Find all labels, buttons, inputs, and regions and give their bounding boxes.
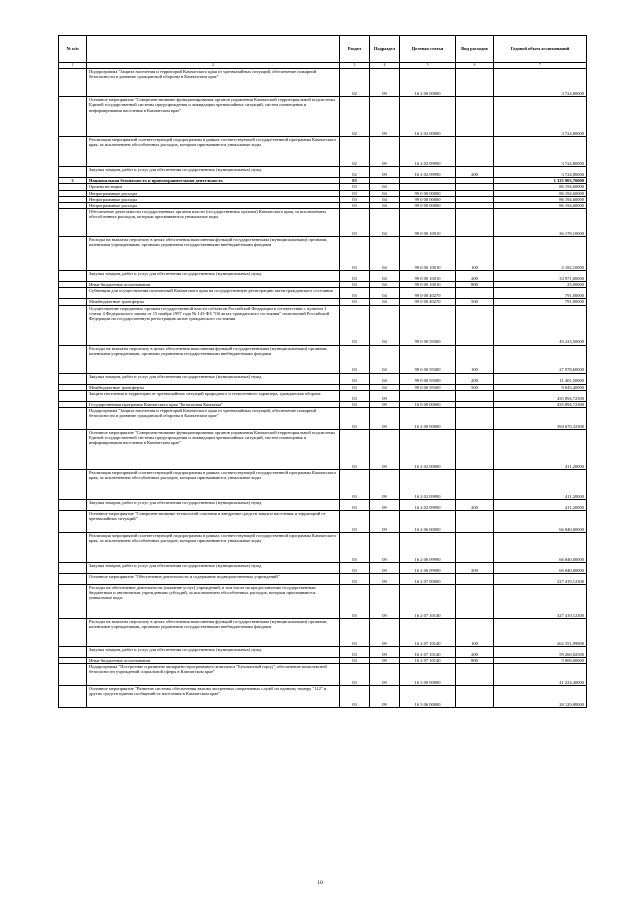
- table-row: [59, 288, 587, 299]
- cell-num: [59, 574, 87, 585]
- cell-razdel: 02: [340, 137, 370, 167]
- cell-razdel: 03: [340, 305, 370, 345]
- cell-csr: 99 0 00 00000: [400, 190, 456, 196]
- cell-csr: 99 0 00 10010: [400, 237, 456, 271]
- cell-csr: 16 2 07 10140: [400, 619, 456, 647]
- cell-podrazdel: 04: [370, 299, 400, 305]
- cell-podrazdel: 09: [370, 658, 400, 664]
- cell-podrazdel: 09: [370, 574, 400, 585]
- cell-csr: 16 2 02 09990: [400, 167, 456, 178]
- cell-amount: 435 894,72300: [494, 401, 587, 407]
- cell-vr: [456, 305, 494, 345]
- cell-num: [59, 647, 87, 658]
- header-name: [87, 36, 340, 63]
- cell-num: [59, 408, 87, 430]
- cell-amount: 25,00000: [494, 282, 587, 288]
- cell-csr: 99 0 00 10010: [400, 271, 456, 282]
- cell-amount: 3 724,80000: [494, 167, 587, 178]
- cell-num: [59, 686, 87, 708]
- cell-num: [59, 585, 87, 619]
- cell-csr: 16 3 06 00000: [400, 686, 456, 708]
- cell-vr: [456, 97, 494, 137]
- cell-podrazdel: 09: [370, 563, 400, 574]
- cell-razdel: 03: [340, 658, 370, 664]
- cell-num: [59, 237, 87, 271]
- cell-amount: 49 223,50000: [494, 305, 587, 345]
- cell-amount: 394 670,32300: [494, 408, 587, 430]
- index-cell: 6: [456, 63, 494, 69]
- index-cell: 7: [494, 63, 587, 69]
- table-row: [59, 574, 587, 585]
- header-csr: Целевая статья: [400, 36, 456, 63]
- cell-name: Подпрограмма "Защита населения и территорий Камчатского края от чрезвычайных ситуаций, обеспечение пожарной безопасности и развитие гражданской обороны в Камчатском крае": [87, 408, 340, 430]
- table-row: [59, 430, 587, 470]
- header-num: № п/п: [59, 36, 87, 63]
- cell-amount: 33 971,00000: [494, 271, 587, 282]
- cell-amount: 3 724,80000: [494, 137, 587, 167]
- cell-num: [59, 271, 87, 282]
- table-row: [59, 470, 587, 500]
- cell-razdel: 03: [340, 430, 370, 470]
- cell-vr: [456, 533, 494, 563]
- cell-name: Государственная программа Камчатского края "Безопасная Камчатка": [87, 401, 340, 407]
- header-vr: Вид расходов: [456, 36, 494, 63]
- header-amount: Годовой объем ассигнований: [494, 36, 587, 63]
- cell-razdel: 03: [340, 299, 370, 305]
- table-row: [59, 563, 587, 574]
- cell-name: Непрограммные расходы: [87, 190, 340, 196]
- cell-name: Расходы на выплаты персоналу в целях обеспечения выполнения функций государственными (муниципальными) органами, казенными учреждениями, органами управления государственными внебюджетными фондами: [87, 619, 340, 647]
- cell-vr: 200: [456, 167, 494, 178]
- cell-name: Закупка товаров, работ и услуг для обеспечения государственных (муниципальных) нужд: [87, 563, 340, 574]
- header-podrazdel: Подраздел: [370, 36, 400, 63]
- cell-name: Межбюджетные трансферты: [87, 299, 340, 305]
- cell-name: Основное мероприятие "Совершенствование технологий спасения и внедрение средств защиты населения и территорий от чрезвычайных ситуаций": [87, 511, 340, 533]
- cell-amount: 411,20000: [494, 500, 587, 511]
- cell-csr: 16 2 07 00000: [400, 574, 456, 585]
- cell-razdel: 03: [340, 686, 370, 708]
- cell-amount: 66 840,00000: [494, 533, 587, 563]
- cell-num: [59, 664, 87, 686]
- index-cell: 5: [400, 63, 456, 69]
- table-row: [59, 167, 587, 178]
- cell-vr: [456, 585, 494, 619]
- page-number: 10: [317, 880, 323, 886]
- cell-csr: 16 2 02 00000: [400, 430, 456, 470]
- cell-name: Основное мероприятие "Обеспечение деятельности и содержание подведомственных учреждений": [87, 574, 340, 585]
- cell-vr: 200: [456, 647, 494, 658]
- cell-razdel: 03: [340, 271, 370, 282]
- cell-name: Расходы на обеспечение деятельности (оказание услуг) учреждений, в том числе на предоставление государственным бюджетным и автономным учреждениям субсидий, за исключением обособленных расходов, которым присваиваются уникальные коды: [87, 585, 340, 619]
- cell-podrazdel: 09: [370, 97, 400, 137]
- cell-vr: 100: [456, 345, 494, 373]
- cell-num: [59, 345, 87, 373]
- cell-name: Основное мероприятие "Развитие системы обеспечения вызова экстренных оперативных служб по единому номеру "112" и других средств приема сообщений от населения в Камчатском крае": [87, 686, 340, 708]
- cell-podrazdel: 04: [370, 384, 400, 390]
- cell-razdel: 03: [340, 647, 370, 658]
- cell-name: Закупка товаров, работ и услуг для обеспечения государственных (муниципальных) нужд: [87, 647, 340, 658]
- budget-table: [58, 35, 587, 708]
- cell-vr: [456, 69, 494, 97]
- cell-podrazdel: 04: [370, 305, 400, 345]
- cell-amount: 59 260,02500: [494, 647, 587, 658]
- index-cell: 4: [370, 63, 400, 69]
- cell-razdel: 03: [340, 664, 370, 686]
- cell-razdel: 03: [340, 345, 370, 373]
- cell-name: Основное мероприятие "Совершенствование функционирования органов управления Камчатской территориальной подсистемы Единой государственной системы предупреждения и ликвидации чрезвычайных ситуаций, систем оповещения и информирования населения в Камчатском крае": [87, 430, 340, 470]
- cell-razdel: 03: [340, 390, 370, 401]
- cell-amount: 327 419,12300: [494, 574, 587, 585]
- cell-name: Закупка товаров, работ и услуг для обеспечения государственных (муниципальных) нужд: [87, 167, 340, 178]
- cell-vr: 100: [456, 237, 494, 271]
- cell-num: [59, 430, 87, 470]
- cell-name: Непрограммные расходы: [87, 196, 340, 202]
- cell-csr: 99 0 00 10010: [400, 282, 456, 288]
- cell-csr: 99 0 00 59300: [400, 373, 456, 384]
- table-row: [59, 373, 587, 384]
- cell-num: [59, 167, 87, 178]
- cell-vr: 500: [456, 299, 494, 305]
- cell-razdel: 03: [340, 184, 370, 190]
- cell-razdel: 03: [340, 209, 370, 237]
- index-cell: 2: [87, 63, 340, 69]
- cell-amount: 435 894,72300: [494, 390, 587, 401]
- cell-amount: 11 401,50000: [494, 373, 587, 384]
- header-razdel: Раздел: [340, 36, 370, 63]
- cell-vr: [456, 574, 494, 585]
- cell-name: Межбюджетные трансферты: [87, 384, 340, 390]
- cell-podrazdel: 09: [370, 511, 400, 533]
- cell-num: 3: [59, 178, 87, 184]
- cell-razdel: 03: [340, 533, 370, 563]
- cell-podrazdel: 09: [370, 619, 400, 647]
- table-row: [59, 647, 587, 658]
- table-row: [59, 209, 587, 237]
- cell-num: [59, 373, 87, 384]
- cell-vr: 200: [456, 271, 494, 282]
- cell-name: Непрограммные расходы: [87, 203, 340, 209]
- cell-name: Закупка товаров, работ и услуг для обеспечения государственных (муниципальных) нужд: [87, 271, 340, 282]
- cell-amount: 3 724,80000: [494, 69, 587, 97]
- table-row: [59, 137, 587, 167]
- table-row: [59, 500, 587, 511]
- cell-podrazdel: 04: [370, 282, 400, 288]
- cell-csr: 99 0 00 00000: [400, 203, 456, 209]
- table-body: [59, 69, 587, 708]
- cell-amount: 66 840,00000: [494, 563, 587, 574]
- cell-csr: 99 0 00 10010: [400, 209, 456, 237]
- cell-razdel: 03: [340, 196, 370, 202]
- cell-razdel: 03: [340, 384, 370, 390]
- cell-csr: 16 2 06 09990: [400, 533, 456, 563]
- cell-vr: [456, 686, 494, 708]
- cell-amount: 411,20000: [494, 470, 587, 500]
- table-row: [59, 390, 587, 401]
- cell-name: Подпрограмма "Построение и развитие аппаратно-программного комплекса "Безопасный город", обеспечение комплексной безопасности учреждений социальной сферы в Камчатском крае": [87, 664, 340, 686]
- cell-csr: 16 2 02 09990: [400, 137, 456, 167]
- cell-csr: [400, 390, 456, 401]
- cell-razdel: 03: [340, 401, 370, 407]
- cell-vr: 200: [456, 373, 494, 384]
- cell-razdel: 03: [340, 288, 370, 299]
- cell-podrazdel: 09: [370, 167, 400, 178]
- cell-name: Подпрограмма "Защита населения и территорий Камчатского края от чрезвычайных ситуаций, обеспечение пожарной безопасности и развитие гражданской обороны в Камчатском крае": [87, 69, 340, 97]
- cell-podrazdel: 04: [370, 184, 400, 190]
- cell-csr: 16 2 07 10140: [400, 658, 456, 664]
- cell-razdel: 02: [340, 69, 370, 97]
- table-row: [59, 686, 587, 708]
- cell-razdel: 03: [340, 500, 370, 511]
- table-row: [59, 619, 587, 647]
- cell-name: Расходы на выплаты персоналу в целях обеспечения выполнения функций государственными (муниципальными) органами, казенными учреждениями, органами управления государственными внебюджетными фондами: [87, 345, 340, 373]
- cell-vr: 200: [456, 500, 494, 511]
- cell-amount: 2 182,10000: [494, 237, 587, 271]
- cell-csr: 16 2 02 00000: [400, 97, 456, 137]
- index-cell: 1: [59, 63, 87, 69]
- cell-num: [59, 137, 87, 167]
- cell-vr: [456, 470, 494, 500]
- cell-razdel: 03: [340, 574, 370, 585]
- cell-amount: 86 194,60000: [494, 184, 587, 190]
- cell-vr: 100: [456, 619, 494, 647]
- cell-csr: 16 2 06 00000: [400, 511, 456, 533]
- table-row: [59, 97, 587, 137]
- budget-table-page: [58, 35, 586, 708]
- cell-num: [59, 97, 87, 137]
- cell-amount: 86 194,60000: [494, 203, 587, 209]
- cell-podrazdel: 04: [370, 190, 400, 196]
- table-row: [59, 237, 587, 271]
- cell-podrazdel: 04: [370, 373, 400, 384]
- cell-podrazdel: 09: [370, 430, 400, 470]
- cell-name: Субвенции для осуществления полномочий Камчатского края на государственную регистрацию актов гражданского состояния: [87, 288, 340, 299]
- cell-name: Реализация мероприятий соответствующей подпрограммы в рамках соответствующей государственной программы Камчатского края, за исключением обособленных расходов, которым присваиваются уникальные коды: [87, 533, 340, 563]
- cell-csr: 99 0 00 59300: [400, 305, 456, 345]
- cell-csr: 16 2 02 09990: [400, 470, 456, 500]
- cell-podrazdel: 09: [370, 664, 400, 686]
- cell-name: Осуществление переданных органам государственной власти субъектов Российской Федерации в соответствии с пунктом 1 статьи 4 Федерального закона от 15 ноября 1997 года № 143-ФЗ "Об актах гражданского состояния" полномочий Российской Федерации на государственную регистрацию актов гражданского состояния: [87, 305, 340, 345]
- cell-razdel: 03: [340, 563, 370, 574]
- cell-vr: [456, 390, 494, 401]
- cell-vr: [456, 430, 494, 470]
- cell-num: [59, 209, 87, 237]
- cell-name: Основное мероприятие "Совершенствование функционирования органов управления Камчатской территориальной подсистемы Единой государственной системы предупреждения и ликвидации чрезвычайных ситуаций, систем оповещения и информирования населения в Камчатском крае": [87, 97, 340, 137]
- cell-podrazdel: 09: [370, 647, 400, 658]
- cell-csr: 16 2 02 09990: [400, 500, 456, 511]
- cell-name: Закупка товаров, работ и услуг для обеспечения государственных (муниципальных) нужд: [87, 373, 340, 384]
- cell-csr: 16 2 00 00000: [400, 408, 456, 430]
- cell-num: [59, 500, 87, 511]
- cell-csr: 99 0 00 59300: [400, 384, 456, 390]
- cell-vr: 200: [456, 563, 494, 574]
- cell-razdel: 03: [340, 585, 370, 619]
- cell-vr: 800: [456, 658, 494, 664]
- cell-razdel: 03: [340, 619, 370, 647]
- cell-num: [59, 69, 87, 97]
- cell-name: Реализация мероприятий соответствующей подпрограммы в рамках соответствующей государственной программы Камчатского края, за исключением обособленных расходов, которым присваиваются уникальные коды: [87, 137, 340, 167]
- table-row: [59, 345, 587, 373]
- cell-amount: 36 178,10000: [494, 209, 587, 237]
- cell-razdel: 03: [340, 282, 370, 288]
- cell-razdel: 03: [340, 470, 370, 500]
- cell-name: Национальная безопасность и правоохранительная деятельность: [87, 178, 340, 184]
- cell-amount: 86 194,60000: [494, 196, 587, 202]
- cell-amount: 3 724,80000: [494, 97, 587, 137]
- cell-amount: 28 129,80000: [494, 686, 587, 708]
- cell-num: [59, 288, 87, 299]
- index-cell: 3: [340, 63, 370, 69]
- table-row: [59, 305, 587, 345]
- cell-podrazdel: 09: [370, 390, 400, 401]
- cell-razdel: 03: [340, 511, 370, 533]
- cell-razdel: 03: [340, 178, 370, 184]
- cell-amount: 27 978,60000: [494, 345, 587, 373]
- cell-csr: 99 0 00 40270: [400, 299, 456, 305]
- cell-name: Органы юстиции: [87, 184, 340, 190]
- cell-amount: 41 224,40000: [494, 664, 587, 686]
- cell-podrazdel: 09: [370, 408, 400, 430]
- table-row: [59, 664, 587, 686]
- cell-podrazdel: 04: [370, 196, 400, 202]
- cell-podrazdel: 09: [370, 137, 400, 167]
- cell-podrazdel: 09: [370, 69, 400, 97]
- cell-num: [59, 563, 87, 574]
- table-row: [59, 271, 587, 282]
- cell-vr: [456, 664, 494, 686]
- cell-num: [59, 390, 87, 401]
- cell-name: Обеспечение деятельности государственных органов власти (государственных органов) Камчатского края, за исключением обособленных расходов, которым присваиваются уникальные коды: [87, 209, 340, 237]
- table-row: [59, 585, 587, 619]
- cell-podrazdel: 09: [370, 500, 400, 511]
- cell-vr: 500: [456, 384, 494, 390]
- table-row: [59, 533, 587, 563]
- cell-num: [59, 511, 87, 533]
- cell-vr: [456, 288, 494, 299]
- cell-amount: 5 808,00000: [494, 658, 587, 664]
- cell-podrazdel: 04: [370, 237, 400, 271]
- cell-csr: 16 2 00 00000: [400, 69, 456, 97]
- cell-podrazdel: 09: [370, 585, 400, 619]
- cell-podrazdel: 04: [370, 288, 400, 299]
- cell-amount: 1 325 903,76000: [494, 178, 587, 184]
- cell-amount: 411,20000: [494, 430, 587, 470]
- cell-razdel: 03: [340, 190, 370, 196]
- cell-razdel: 03: [340, 237, 370, 271]
- cell-razdel: 02: [340, 97, 370, 137]
- cell-razdel: 03: [340, 203, 370, 209]
- table-row: [59, 69, 587, 97]
- cell-amount: 262 351,09800: [494, 619, 587, 647]
- cell-vr: [456, 511, 494, 533]
- cell-csr: 16 2 07 10140: [400, 585, 456, 619]
- cell-razdel: 02: [340, 167, 370, 178]
- cell-vr: [456, 209, 494, 237]
- cell-num: [59, 619, 87, 647]
- cell-amount: 327 419,12300: [494, 585, 587, 619]
- table-row: [59, 511, 587, 533]
- cell-num: [59, 470, 87, 500]
- cell-amount: 66 840,00000: [494, 511, 587, 533]
- cell-razdel: 03: [340, 408, 370, 430]
- cell-name: Закупка товаров, работ и услуг для обеспечения государственных (муниципальных) нужд: [87, 500, 340, 511]
- cell-podrazdel: 04: [370, 209, 400, 237]
- cell-podrazdel: 04: [370, 271, 400, 282]
- cell-num: [59, 533, 87, 563]
- cell-csr: 99 0 00 00000: [400, 196, 456, 202]
- cell-podrazdel: 09: [370, 401, 400, 407]
- cell-csr: 16 2 06 09990: [400, 563, 456, 574]
- table-header-row: [59, 36, 587, 63]
- cell-podrazdel: 09: [370, 533, 400, 563]
- cell-podrazdel: 04: [370, 203, 400, 209]
- cell-podrazdel: 09: [370, 686, 400, 708]
- cell-num: [59, 305, 87, 345]
- cell-csr: 16 2 07 10140: [400, 647, 456, 658]
- cell-amount: 791,00000: [494, 299, 587, 305]
- cell-csr: 99 0 00 40270: [400, 288, 456, 299]
- cell-amount: 9 843,40000: [494, 384, 587, 390]
- cell-razdel: 03: [340, 373, 370, 384]
- cell-podrazdel: 04: [370, 345, 400, 373]
- cell-name: Иные бюджетные ассигнования: [87, 282, 340, 288]
- cell-name: Реализация мероприятий соответствующей подпрограммы в рамках соответствующей государственной программы Камчатского края, за исключением обособленных расходов, которым присваиваются уникальные коды: [87, 470, 340, 500]
- cell-csr: 99 0 00 59300: [400, 345, 456, 373]
- cell-vr: [456, 408, 494, 430]
- cell-name: Расходы на выплаты персоналу в целях обеспечения выполнения функций государственными (муниципальными) органами, казенными учреждениями, органами управления государственными внебюджетными фондами: [87, 237, 340, 271]
- cell-csr: 16 3 00 00000: [400, 664, 456, 686]
- cell-podrazdel: 09: [370, 470, 400, 500]
- cell-name: Иные бюджетные ассигнования: [87, 658, 340, 664]
- cell-amount: 86 194,60000: [494, 190, 587, 196]
- cell-vr: 800: [456, 282, 494, 288]
- cell-csr: 16 0 00 00000: [400, 401, 456, 407]
- table-row: [59, 408, 587, 430]
- cell-vr: [456, 137, 494, 167]
- cell-name: Защита населения и территории от чрезвычайных ситуаций природного и техногенного характера, гражданская оборона: [87, 390, 340, 401]
- cell-amount: 791,00000: [494, 288, 587, 299]
